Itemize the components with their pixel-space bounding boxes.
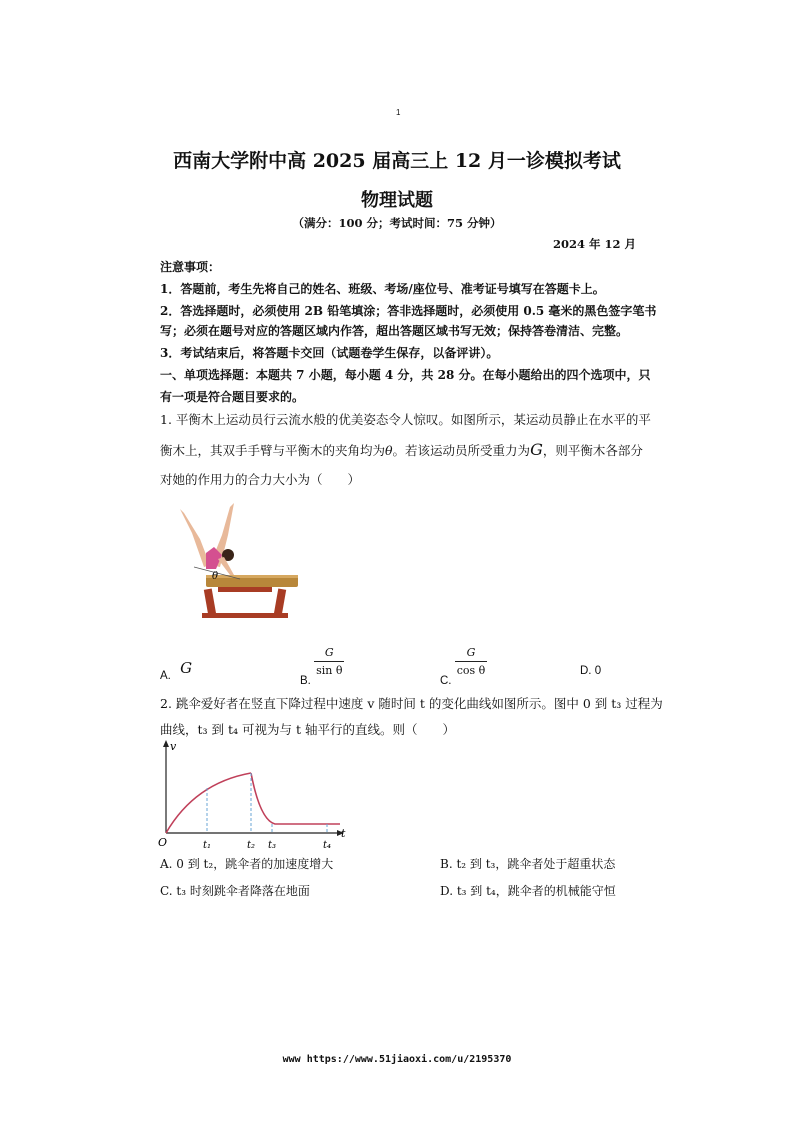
q1-option-c (440, 646, 487, 687)
q1-option-a-value: G (180, 659, 193, 677)
q1-option-b-numerator: G (324, 646, 334, 659)
q1-text-pre: 衡木上，其双手手臂与平衡木的夹角均为 (160, 443, 386, 458)
subject-title: 物理试题 (361, 190, 433, 211)
velocity-curve-fall (251, 773, 340, 824)
q1-line-a: 1. 平衡木上运动员行云流水般的优美姿态令人惊叹。如图所示，某运动员静止在水平的平 (160, 412, 651, 427)
beam-leg-left (204, 589, 216, 616)
q1-option-c-numerator: G (466, 646, 476, 659)
notice-item-2a: 2．答选择题时，必须使用 2B 铅笔填涂；答非选择题时，必须使用 0.5 毫米的黑色签字笔书 (160, 304, 657, 318)
q2-option-b: B. t₂ 到 t₃，跳伞者处于超重状态 (440, 857, 616, 871)
q1-text-post: ，则平衡木各部分 (542, 443, 643, 458)
q1-option-c-denominator: cos θ (455, 661, 488, 677)
q1-theta: θ (385, 443, 393, 458)
velocity-time-graph (155, 738, 355, 853)
q2-line-a: 2. 跳伞爱好者在竖直下降过程中速度 v 随时间 t 的变化曲线如图所示。图中 0 到 t₃ 过程为 (160, 696, 663, 711)
tick-t3: t₃ (268, 840, 277, 851)
tick-t4: t₄ (323, 840, 332, 851)
t-axis-label: t (341, 827, 346, 840)
origin-label: O (158, 836, 168, 849)
notice-item-3: 3．考试结束后，将答题卡交回（试题卷学生保存，以备评讲）。 (160, 346, 499, 360)
v-axis-label: v (170, 740, 177, 753)
section-heading-b: 有一项是符合题目要求的。 (160, 390, 305, 404)
section-heading-a: 一、单项选择题：本题共 7 小题，每小题 4 分，共 28 分。在每小题给出的四个选项中，只 (160, 368, 651, 382)
q1-option-c-fraction (455, 646, 488, 677)
theta-label: θ (212, 571, 219, 582)
q1-option-b (300, 646, 344, 687)
q2-option-a: A. 0 到 t₂，跳伞者的加速度增大 (160, 857, 334, 871)
velocity-curve-rise (166, 773, 251, 833)
q1-gravity-symbol: G (530, 440, 543, 459)
q2-option-d: D. t₃ 到 t₄，跳伞者的机械能守恒 (440, 884, 616, 898)
exam-title: 西南大学附中高 2025 届高三上 12 月一诊模拟考试 (173, 150, 621, 172)
footer-url[interactable]: www https://www.51jiaoxi.com/u/2195370 (282, 1054, 512, 1065)
q1-option-c-label: C. (440, 674, 452, 687)
notice-item-2b: 写；必须在题号对应的答题区域内作答，超出答题区域书写无效；保持答卷清洁、完整。 (160, 324, 629, 338)
beam-highlight (206, 575, 298, 578)
notice-heading: 注意事项： (160, 260, 221, 274)
exam-meta: （满分：100 分；考试时间：75 分钟） (292, 216, 502, 230)
gymnast-leg-left (180, 509, 210, 567)
q1-option-d: D. 0 (580, 665, 602, 677)
v-axis-arrow (163, 740, 169, 747)
q1-option-b-denominator: sin θ (314, 661, 344, 677)
q1-line-b (160, 440, 643, 459)
beam-crossbar (218, 587, 272, 592)
tick-t1: t₁ (203, 840, 212, 851)
gymnast-figure (170, 495, 300, 625)
q1-option-b-label: B. (300, 674, 311, 687)
beam-leg-right (274, 589, 286, 616)
q1-option-a-label: A. (160, 670, 171, 682)
q1-line-c: 对她的作用力的合力大小为（ ） (160, 472, 361, 487)
tick-t2: t₂ (247, 840, 256, 851)
q2-line-b: 曲线，t₃ 到 t₄ 可视为与 t 轴平行的直线。则（ ） (160, 722, 455, 737)
page-number: 1 (396, 108, 401, 117)
q1-option-b-fraction (314, 646, 344, 677)
notice-item-1: 1．答题前，考生先将自己的姓名、班级、考场/座位号、准考证号填写在答题卡上。 (160, 282, 605, 296)
exam-date: 2024 年 12 月 (552, 237, 636, 251)
q1-option-a (160, 659, 193, 683)
q1-text-mid: 。若该运动员所受重力为 (392, 443, 531, 458)
q2-option-c: C. t₃ 时刻跳伞者降落在地面 (160, 884, 310, 898)
